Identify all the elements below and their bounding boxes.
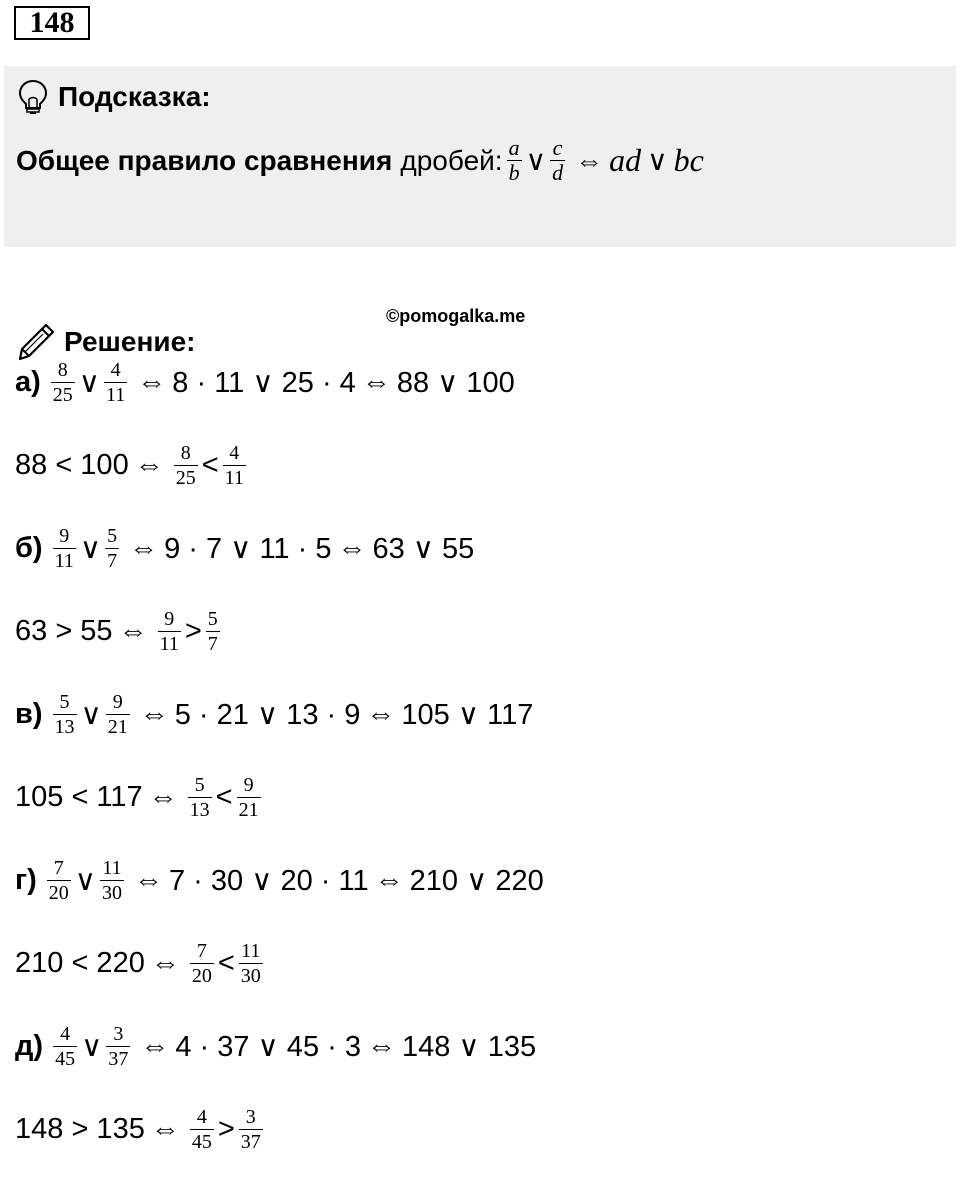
- equivalence-symbol: ⇔: [361, 365, 391, 398]
- fraction-right: [100, 856, 124, 905]
- fraction-numerator: 8: [180, 441, 191, 464]
- compare-symbol: ∨: [74, 864, 96, 897]
- equivalence-symbol: ⇔: [337, 531, 367, 564]
- fraction-denominator: 11: [54, 549, 74, 572]
- fraction-left: [190, 939, 214, 988]
- equivalence-symbol: ⇔: [374, 863, 404, 896]
- rule-fraction-ab: [507, 136, 522, 185]
- rule-fraction-cd: [550, 136, 565, 185]
- solution-title: Решение:: [64, 326, 196, 357]
- item-label: в): [15, 697, 43, 730]
- lightbulb-icon: [18, 79, 48, 115]
- equivalence-symbol: ⇔: [575, 144, 604, 176]
- equivalence-symbol: ⇔: [134, 448, 164, 481]
- fraction-denominator: 20: [191, 964, 212, 987]
- cross-products: 7 · 30 ∨ 20 · 11: [168, 864, 369, 897]
- equivalence-symbol: ⇔: [129, 531, 159, 564]
- hint-header: [18, 80, 211, 114]
- fraction-right: [239, 1105, 263, 1154]
- fraction-numerator: 5: [207, 607, 218, 630]
- fraction-denominator: 37: [108, 1047, 129, 1070]
- fraction-right: [106, 690, 130, 739]
- number-comparison: 88 < 100: [15, 448, 129, 481]
- number-comparison: 148 > 135: [15, 1112, 145, 1145]
- equivalence-symbol: ⇔: [148, 780, 178, 813]
- fraction-numerator: a: [508, 135, 520, 160]
- products-result: 105 ∨ 117: [401, 698, 534, 731]
- comparison-line: [15, 513, 474, 583]
- fraction-right: [106, 1022, 130, 1071]
- fraction-denominator: 25: [52, 383, 73, 406]
- number-comparison: 105 < 117: [15, 780, 143, 813]
- fraction-denominator: 45: [55, 1047, 76, 1070]
- fraction-numerator: 5: [194, 773, 205, 796]
- equivalence-symbol: ⇔: [150, 1112, 180, 1145]
- compare-symbol: ∨: [79, 532, 102, 565]
- fraction-denominator: 21: [238, 798, 259, 821]
- fraction-numerator: 3: [245, 1105, 256, 1128]
- fraction-left: [174, 441, 198, 490]
- comparison-line: [15, 1011, 536, 1081]
- fraction-right: [105, 524, 119, 573]
- equivalence-symbol: ⇔: [137, 365, 167, 398]
- rule-text: дробей:: [400, 144, 503, 176]
- fraction-right: [239, 939, 263, 988]
- rule-product-bc: bc: [673, 142, 704, 178]
- fraction-numerator: 4: [110, 358, 121, 381]
- conclusion-line: [15, 1094, 267, 1164]
- fraction-numerator: 7: [196, 939, 207, 962]
- fraction-numerator: 3: [113, 1022, 124, 1045]
- number-comparison: 63 > 55: [15, 614, 113, 647]
- fraction-denominator: 13: [54, 715, 75, 738]
- item-label: б): [15, 531, 43, 564]
- fraction-numerator: 4: [196, 1105, 207, 1128]
- fraction-denominator: 45: [191, 1130, 212, 1153]
- products-result: 210 ∨ 220: [409, 864, 544, 897]
- fraction-numerator: 11: [241, 939, 261, 962]
- fraction-denominator: 20: [48, 881, 69, 904]
- products-result: 148 ∨ 135: [401, 1030, 537, 1063]
- fraction-right: [237, 773, 261, 822]
- fraction-numerator: c: [552, 135, 563, 160]
- equivalence-symbol: ⇔: [366, 1029, 396, 1062]
- item-label: д): [15, 1029, 44, 1062]
- fraction-denominator: 25: [175, 466, 196, 489]
- fraction-denominator: 30: [101, 881, 122, 904]
- fraction-right: [206, 607, 220, 656]
- hint-panel: [4, 66, 956, 247]
- fraction-left: [158, 607, 181, 656]
- cross-products: 8 · 11 ∨ 25 · 4: [172, 366, 356, 399]
- fraction-numerator: 5: [107, 524, 118, 547]
- result-sign: <: [215, 780, 233, 813]
- comparison-line: [15, 845, 544, 915]
- fraction-numerator: 5: [59, 690, 70, 713]
- compare-symbol: ∨: [80, 698, 102, 731]
- item-label: г): [15, 863, 37, 896]
- fraction-numerator: 9: [243, 773, 254, 796]
- watermark: ©pomogalka.me: [386, 306, 526, 326]
- fraction-denominator: 37: [240, 1130, 261, 1153]
- fraction-denominator: d: [552, 160, 564, 185]
- fraction-numerator: 4: [229, 441, 240, 464]
- fraction-left: [188, 773, 212, 822]
- fraction-left: [190, 1105, 214, 1154]
- rule-bold-text: Общее правило сравнения: [16, 144, 393, 176]
- fraction-right: [223, 441, 246, 490]
- item-label: а): [15, 365, 41, 398]
- fraction-denominator: 13: [189, 798, 210, 821]
- fraction-left: [53, 690, 77, 739]
- products-result: 63 ∨ 55: [372, 532, 475, 565]
- compare-symbol: ∨: [81, 1030, 103, 1063]
- cross-products: 9 · 7 ∨ 11 · 5: [164, 532, 332, 565]
- fraction-denominator: 11: [159, 632, 179, 655]
- conclusion-line: [15, 430, 250, 500]
- conclusion-line: [15, 596, 224, 666]
- hint-title: Подсказка:: [58, 81, 211, 112]
- fraction-numerator: 9: [112, 690, 123, 713]
- rule-product-ad: ad: [609, 142, 642, 178]
- result-sign: >: [184, 614, 202, 647]
- fraction-denominator: 30: [240, 964, 261, 987]
- problem-number: 148: [14, 6, 90, 40]
- compare-symbol: ∨: [647, 145, 668, 176]
- fraction-denominator: 7: [207, 632, 218, 655]
- fraction-denominator: 21: [107, 715, 128, 738]
- fraction-numerator: 8: [57, 358, 68, 381]
- result-sign: >: [217, 1112, 235, 1145]
- products-result: 88 ∨ 100: [396, 366, 515, 399]
- cross-products: 4 · 37 ∨ 45 · 3: [175, 1030, 361, 1063]
- equivalence-symbol: ⇔: [140, 1029, 170, 1062]
- cross-products: 5 · 21 ∨ 13 · 9: [174, 698, 361, 731]
- number-comparison: 210 < 220: [15, 946, 145, 979]
- compare-symbol: ∨: [525, 145, 547, 176]
- comparison-line: [15, 679, 533, 749]
- equivalence-symbol: ⇔: [150, 946, 180, 979]
- fraction-denominator: 11: [106, 383, 126, 406]
- fraction-numerator: 9: [164, 607, 175, 630]
- fraction-right: [104, 358, 127, 407]
- fraction-denominator: 7: [107, 549, 118, 572]
- fraction-denominator: b: [508, 160, 520, 185]
- conclusion-line: [15, 928, 267, 998]
- fraction-numerator: 11: [102, 856, 122, 879]
- comparison-line: [15, 347, 515, 417]
- equivalence-symbol: ⇔: [366, 697, 396, 730]
- compare-symbol: ∨: [78, 366, 101, 399]
- fraction-left: [47, 856, 71, 905]
- fraction-numerator: 4: [60, 1022, 71, 1045]
- fraction-denominator: 11: [224, 466, 244, 489]
- equivalence-symbol: ⇔: [133, 863, 163, 896]
- fraction-left: [51, 358, 75, 407]
- fraction-left: [53, 524, 76, 573]
- fraction-numerator: 9: [59, 524, 70, 547]
- fraction-numerator: 7: [53, 856, 64, 879]
- result-sign: <: [201, 448, 219, 481]
- conclusion-line: [15, 762, 265, 832]
- hint-rule: [16, 136, 704, 185]
- equivalence-symbol: ⇔: [118, 614, 148, 647]
- fraction-left: [53, 1022, 77, 1071]
- equivalence-symbol: ⇔: [139, 697, 169, 730]
- result-sign: <: [217, 946, 235, 979]
